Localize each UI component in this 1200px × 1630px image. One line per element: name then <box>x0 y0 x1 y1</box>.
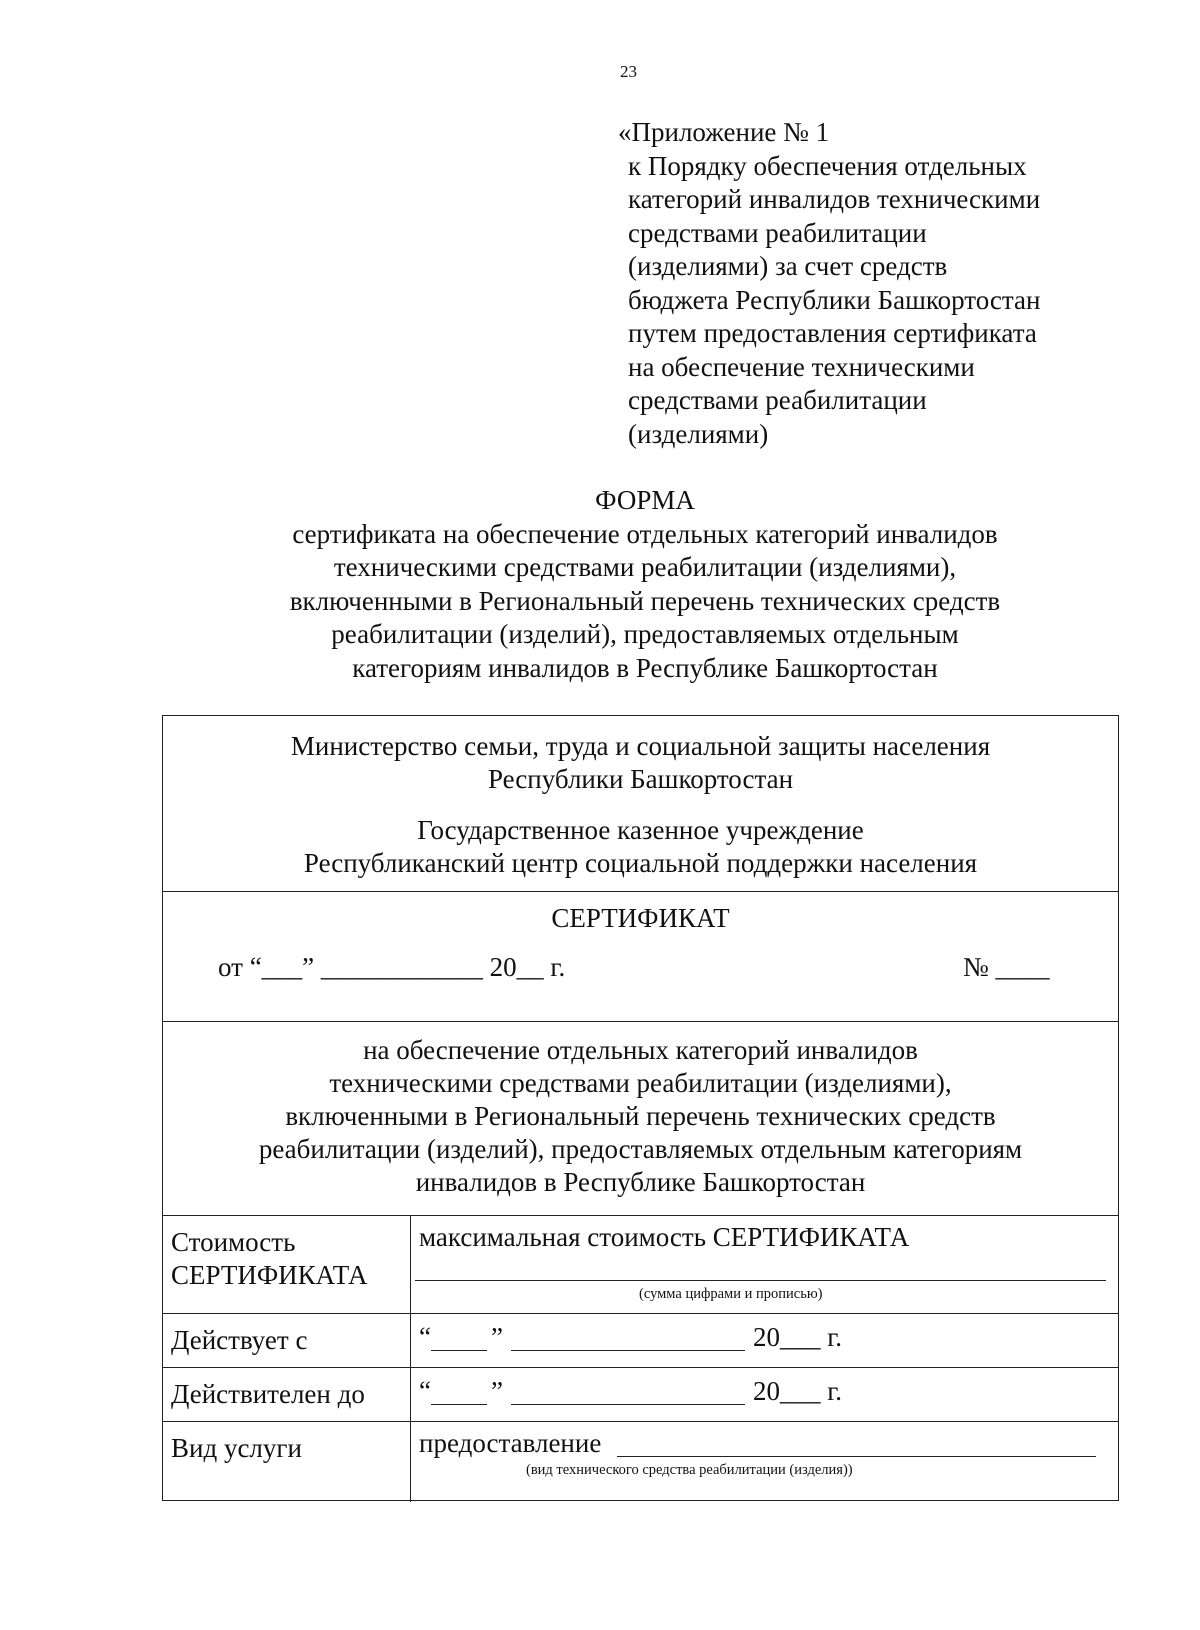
certificate-table <box>162 715 1119 1501</box>
appendix-line: на обеспечение техническими <box>628 351 975 382</box>
table-row-valid-from <box>163 1314 1118 1368</box>
certificate-date-number-row <box>218 952 1068 992</box>
form-subtitle-line: сертификата на обеспечение отдельных категорий инвалидов <box>292 518 998 549</box>
purpose-line: инвалидов в Республике Башкортостан <box>415 1167 866 1197</box>
issuer-section <box>163 716 1118 892</box>
certificate-number-field[interactable]: № ____ <box>963 952 1050 982</box>
appendix-line: категорий инвалидов техническими <box>628 184 1041 214</box>
appendix-line: средствами реабилитации <box>628 385 927 415</box>
purpose-line: реабилитации (изделий), предоставляемых отдельным категориям <box>258 1134 1023 1164</box>
valid-from-month-field[interactable] <box>511 1350 745 1351</box>
valid-from-year[interactable]: 20___ г. <box>753 1322 843 1352</box>
service-type-caption: (вид технического средства реабилитации (изделия)) <box>526 1462 853 1478</box>
appendix-line: к Порядку обеспечения отдельных <box>628 150 1027 181</box>
table-row-valid-to <box>163 1368 1118 1422</box>
valid-to-label: Действителен до <box>163 1368 411 1421</box>
valid-from-label: Действует с <box>163 1314 411 1367</box>
cost-value-text: максимальная стоимость СЕРТИФИКАТА <box>419 1222 910 1252</box>
cost-value-cell <box>411 1216 1118 1313</box>
cost-label <box>163 1216 411 1313</box>
ministry-line: Министерство семьи, труда и социальной защиты населения <box>290 731 991 761</box>
appendix-line: бюджета Республики Башкортостан <box>628 284 1041 315</box>
appendix-line: путем предоставления сертификата <box>628 318 1037 348</box>
cost-label-line: СЕРТИФИКАТА <box>171 1260 368 1290</box>
ministry-line: Республики Башкортостан <box>487 764 794 794</box>
valid-from-value-cell <box>411 1314 1118 1367</box>
certificate-date-field[interactable]: от “___” ____________ 20__ г. <box>218 952 566 982</box>
purpose-line: на обеспечение отдельных категорий инвалидов <box>363 1035 918 1065</box>
appendix-reference <box>618 116 1148 451</box>
form-subtitle-line: реабилитации (изделий), предоставляемых отдельным <box>331 619 959 649</box>
service-type-fill-line[interactable] <box>617 1456 1096 1457</box>
service-type-value-cell <box>411 1422 1118 1502</box>
institution-line: Республиканский центр социальной поддержки населения <box>303 848 978 878</box>
service-type-value-text: предоставление <box>419 1428 602 1458</box>
appendix-line: (изделиями) за счет средств <box>628 251 948 281</box>
form-heading <box>0 484 1200 685</box>
service-type-label: Вид услуги <box>163 1422 411 1502</box>
purpose-line: техническими средствами реабилитации (изделиями), <box>329 1068 952 1098</box>
page-number: 23 <box>620 62 637 81</box>
institution-name <box>163 814 1118 880</box>
appendix-line: (изделиями) <box>628 418 769 449</box>
appendix-line: средствами реабилитации <box>628 217 927 248</box>
valid-from-close-quote: ” <box>491 1322 503 1352</box>
cost-fill-line[interactable] <box>415 1280 1106 1281</box>
cost-label-line: Стоимость <box>171 1227 296 1257</box>
certificate-title: СЕРТИФИКАТ <box>551 903 730 933</box>
valid-to-year[interactable]: 20___ г. <box>753 1376 843 1406</box>
valid-to-open-quote: “ <box>419 1376 431 1406</box>
form-subtitle-line: включенными в Региональный перечень технических средств <box>289 585 1001 616</box>
table-row-cost <box>163 1216 1118 1314</box>
certificate-details <box>163 1216 1118 1502</box>
form-title: ФОРМА <box>595 485 695 515</box>
table-row-service-type <box>163 1422 1118 1502</box>
purpose-section <box>163 1022 1118 1216</box>
valid-to-value-cell <box>411 1368 1118 1421</box>
valid-from-open-quote: “ <box>419 1322 431 1352</box>
certificate-header-section <box>163 892 1118 1022</box>
valid-to-month-field[interactable] <box>511 1404 745 1405</box>
valid-from-day-field[interactable] <box>431 1350 487 1351</box>
cost-caption: (сумма цифрами и прописью) <box>639 1286 823 1302</box>
valid-to-day-field[interactable] <box>431 1404 487 1405</box>
institution-line: Государственное казенное учреждение <box>417 815 864 845</box>
purpose-line: включенными в Региональный перечень технических средств <box>285 1101 996 1131</box>
form-subtitle-line: категориям инвалидов в Республике Башкортостан <box>352 652 938 683</box>
form-subtitle-line: техническими средствами реабилитации (изделиями), <box>333 552 957 582</box>
ministry-name <box>163 730 1118 796</box>
appendix-line: «Приложение № 1 <box>618 117 830 147</box>
valid-to-close-quote: ” <box>491 1376 503 1406</box>
purpose-text <box>163 1034 1118 1199</box>
